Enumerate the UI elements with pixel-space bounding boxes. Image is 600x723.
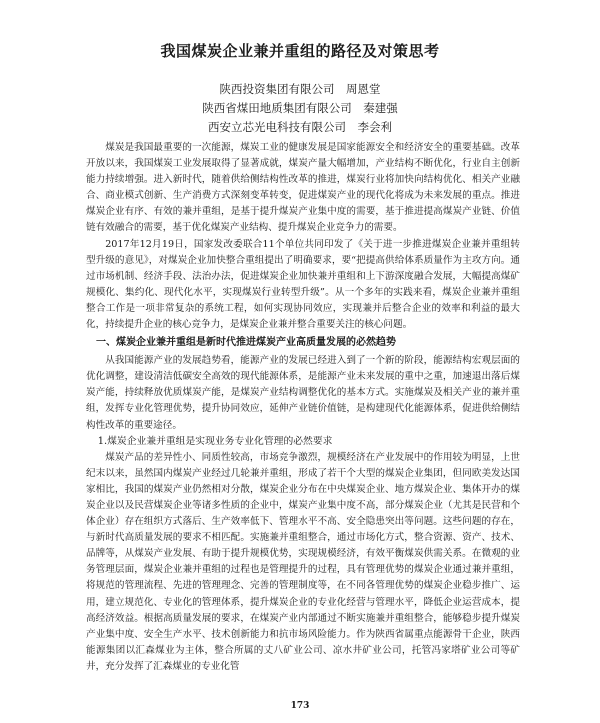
section-heading: 一、煤炭企业兼并重组是新时代推进煤炭产业高质量发展的必然趋势 — [96, 337, 396, 349]
page-number: 173 — [290, 701, 310, 711]
author-block — [0, 80, 600, 137]
author-line: 陕西省煤田地质集团有限公司 秦建强 — [202, 101, 398, 115]
intro-paragraph-1: 煤炭是我国最重要的一次能源，煤炭工业的健康发展是国家能源安全和经济安全的重要基础。改革开放以来，我国煤炭工业发展取得了显著成就，煤炭产量大幅增加，产业结构不断优化，行业自主创新能力持续增强。进入新时代，随着供给侧结构性改革的推进，煤炭行业将加快向结构优化、相关产业融合、商业模式创新、生产消费方式深刻变革转变，促进煤炭产业的现代化将成为未来发展的重点。推进煤炭企业有序、有效的兼并重组，是基于提升煤炭产业集中度的需要，基于推进提高煤炭产业链、价值链有效融合的需要，基于优化煤炭产业结构、提升煤炭企业竞争力的需要。 — [86, 142, 520, 234]
author-line: 西安立芯光电科技有限公司 李会利 — [208, 120, 392, 134]
section-paragraph: 从我国能源产业的发展趋势看，能源产业的发展已经进入到了一个新的阶段，能源结构宏观层面的优化调整，建设清洁低碳安全高效的现代能源体系，是能源产业未来发展的重中之重，加速退出落后煤炭产能，持续释放优质煤炭产能，是煤炭产业结构调整优化的基本方式。实施煤炭及相关产业的兼并重组，发挥专业化管理优势，提升协同效应，延伸产业链价值链，是构建现代化能源体系，促进供给侧结构性改革的重要途径。 — [86, 355, 520, 431]
paper-title: 我国煤炭企业兼并重组的路径及对策思考 — [160, 42, 440, 60]
author-line: 陕西投资集团有限公司 周恩堂 — [219, 82, 381, 96]
subsection-paragraph: 煤炭产品的差异性小、同质性较高，市场竞争激烈，规模经济在产业发展中的作用较为明显，上世纪末以来，虽然国内煤炭产业经过几轮兼并重组，形成了若干个大型的煤炭企业集团，但同欧美发达国家相比，我国的煤炭产业仍然相对分散，煤炭企业分布在中央煤炭企业、地方煤炭企业、集体开办的煤炭企业以及民营煤炭企业等诸多性质的企业中，煤炭产业集中度不高，部分煤炭企业（尤其是民营和个体企业）存在组织方式落后、生产效率低下、管理水平不高、安全隐患突出等问题。这些问题的存在，与新时代高质量发展的要求不相匹配。实施兼并重组整合，通过市场化方式，整合资源、资产、技术、品牌等，从煤炭产业发展、有助于提升规模优势，实现规模经济，有效平衡煤炭供需关系。在微观的业务管理层面，煤炭企业兼并重组的过程也是管理提升的过程，具有管理优势的煤炭企业通过兼并重组，将规范的管理流程、先进的管理理念、完善的管理制度等，在不同各管理优势的煤炭企业稳步推广、运用，建立规范化、专业化的管理体系，提升煤炭企业的专业化经营与管理水平，降低企业运营成本，提高经济效益。根据高质量发展的要求，在煤炭产业内部通过不断实施兼并重组整合，能够稳步提升煤炭产业集中度、安全生产水平、技术创新能力和抗市场风险能力。作为陕西省属重点能源骨干企业，陕西能源集团以汇森煤业为主体，整合所属的丈八矿业公司、凉水井矿业公司，托管冯家塔矿业公司等矿井，充分发挥了汇森煤业的专业化管 — [86, 451, 520, 672]
subsection-heading: 1.煤炭企业兼并重组是实现业务专业化管理的必然要求 — [97, 435, 333, 447]
intro-paragraph-2: 2017年12月19日，国家发改委联合11个单位共同印发了《关于进一步推进煤炭企业兼并重组转型升级的意见》，对煤炭企业加快整合重组提出了明确要求，要“把提高供给体系质量作为主攻方向。通过市场机制、经济手段、法治办法，促进煤炭企业加快兼并重组和上下游深度融合发展，大幅提高煤矿规模化、集约化、现代化水平，实现煤炭行业转型升级”。从一个多年的实践来看，煤炭企业兼并重组整合工作是一项非常复杂的系统工程，如何实现协同效应，实现兼并后整合企业的效率和利益的最大化，持续提升企业的核心竞争力，是煤炭企业兼并整合重要关注的核心问题。 — [86, 238, 520, 331]
article-body — [86, 140, 520, 675]
